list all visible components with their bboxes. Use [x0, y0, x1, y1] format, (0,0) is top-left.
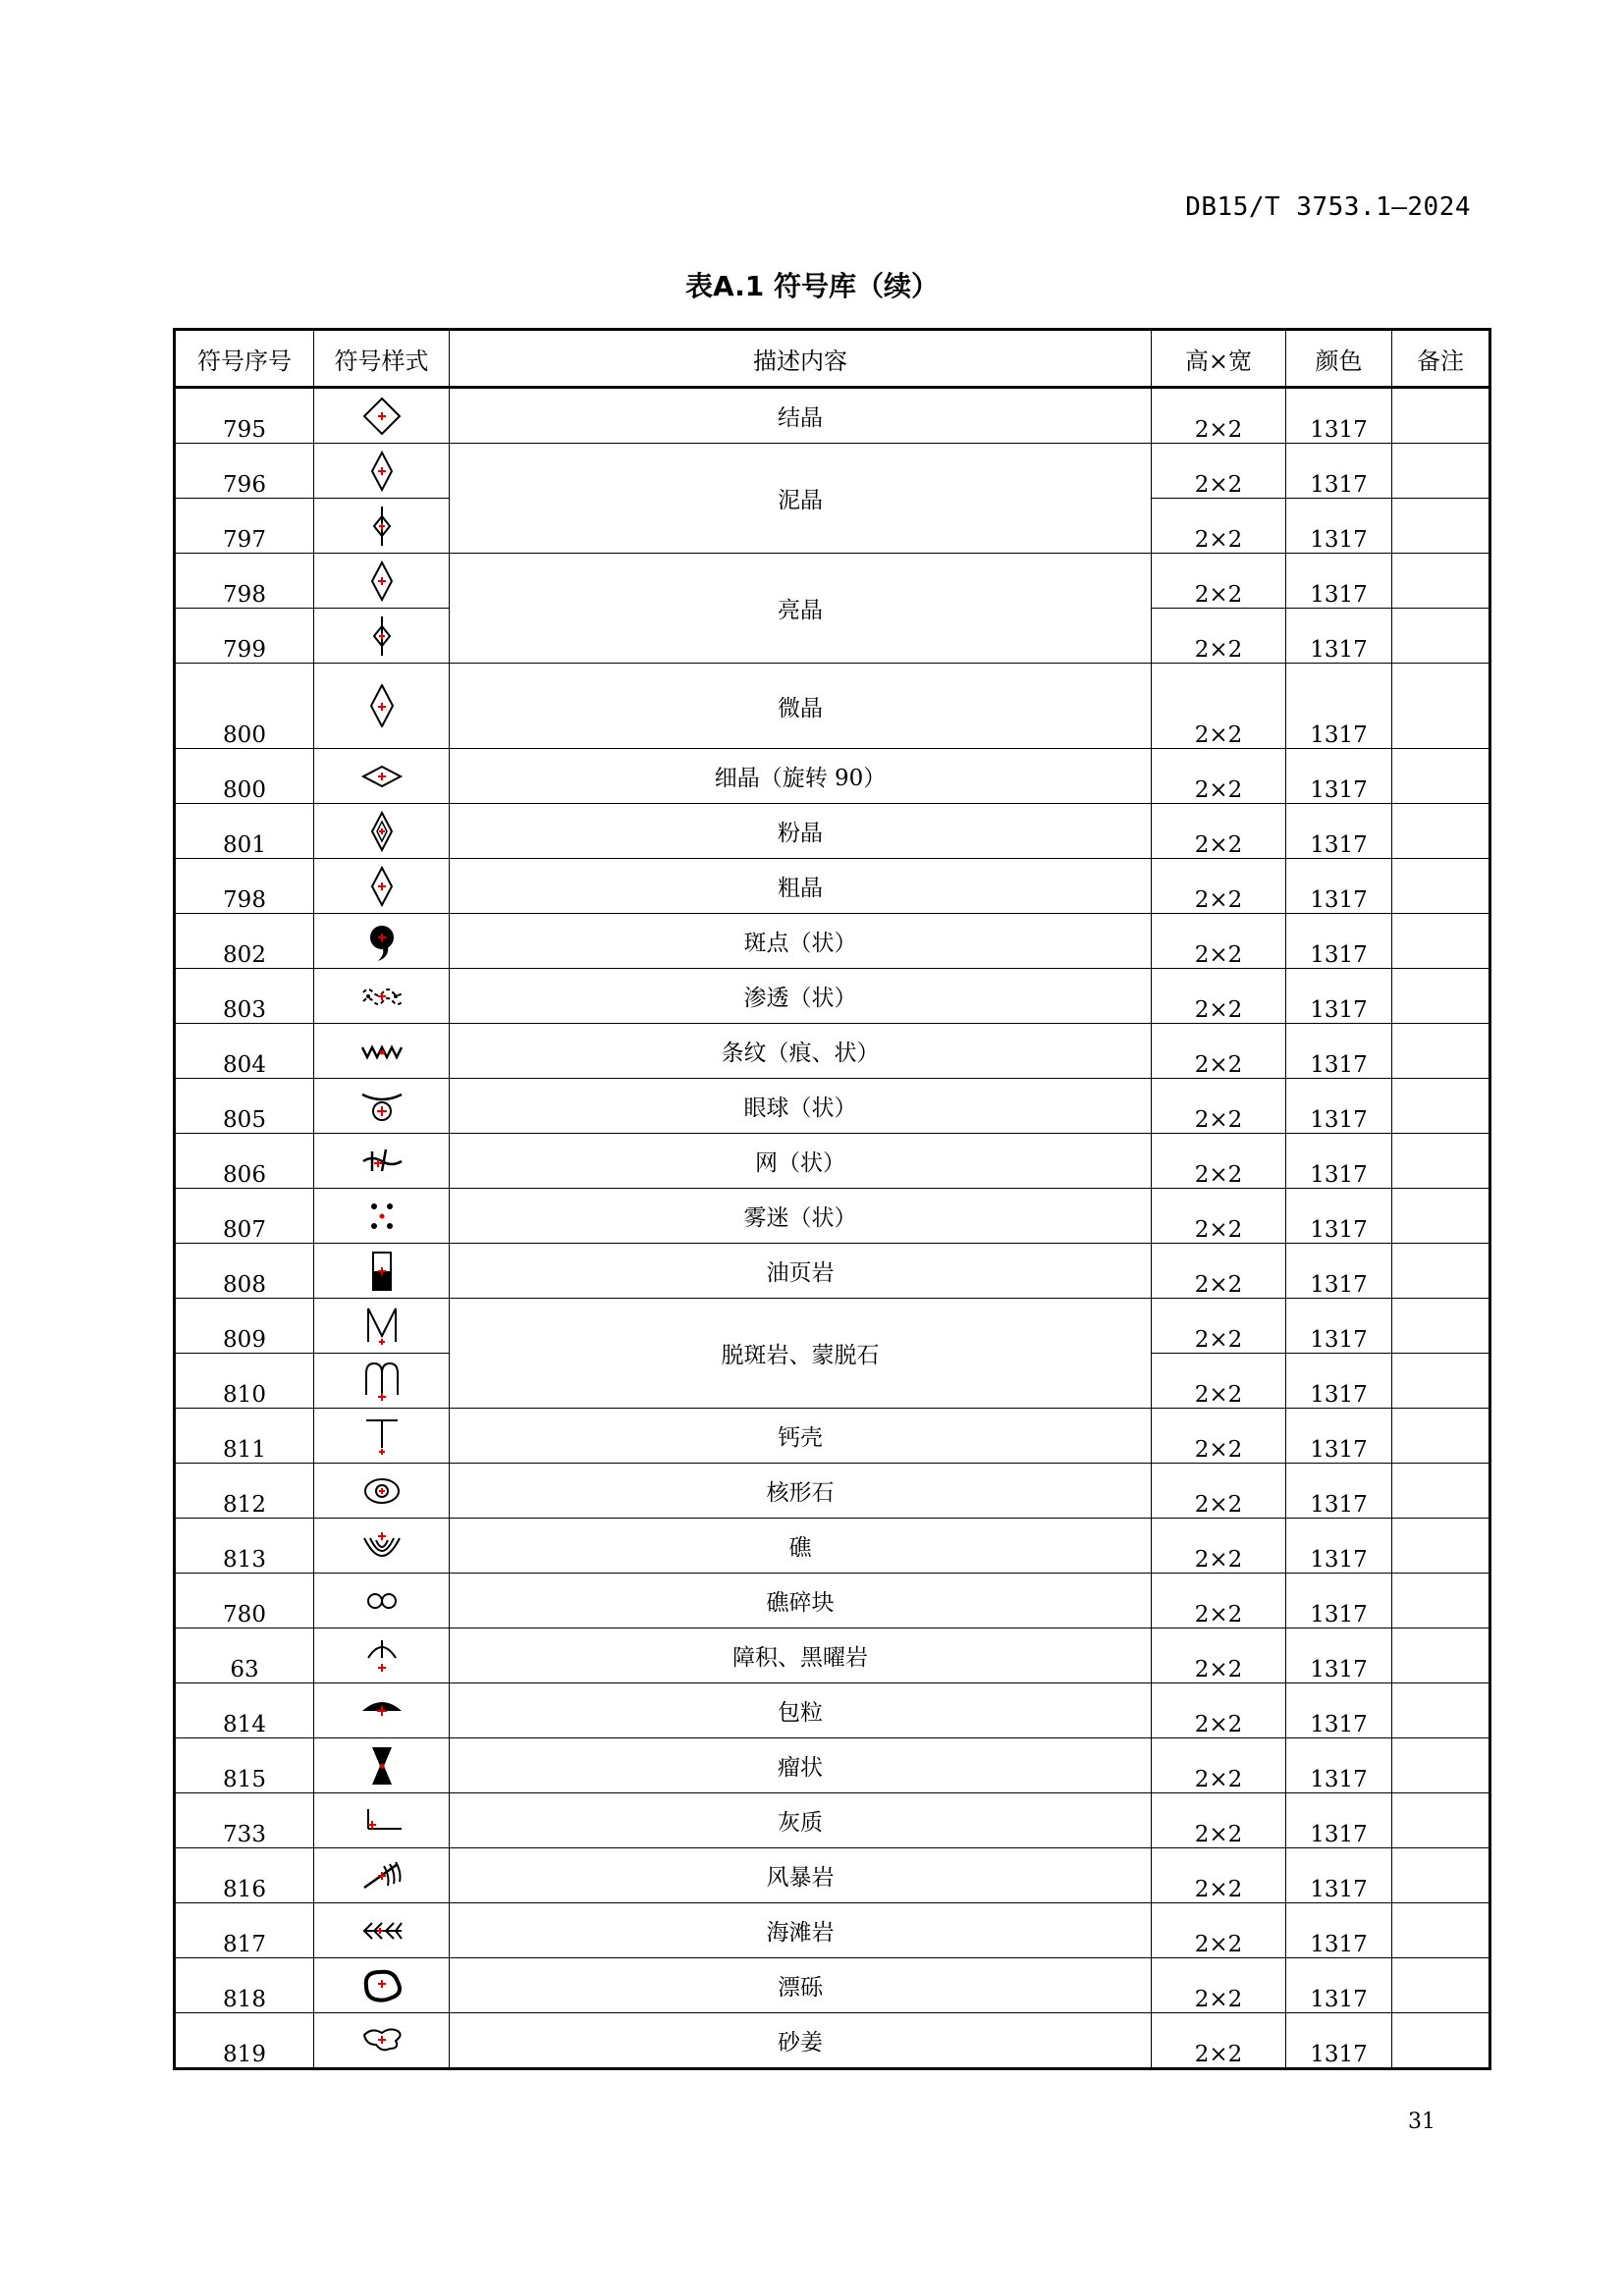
symbol-number-cell: 809 — [175, 1299, 314, 1354]
remark-cell — [1392, 2013, 1490, 2069]
size-cell: 2×2 — [1152, 1793, 1286, 1848]
size-cell: 2×2 — [1152, 2013, 1286, 2069]
color-code-cell: 1317 — [1286, 1683, 1392, 1738]
diamond-stem-icon — [360, 614, 404, 658]
color-code-cell: 1317 — [1286, 1958, 1392, 2013]
symbol-number-cell: 819 — [175, 2013, 314, 2069]
size-cell: 2×2 — [1152, 1024, 1286, 1079]
color-code-cell: 1317 — [1286, 1848, 1392, 1903]
symbol-style-cell — [314, 1574, 450, 1629]
symbol-style-cell — [314, 1848, 450, 1903]
remark-cell — [1392, 859, 1490, 914]
table-row — [175, 1903, 1490, 1958]
symbol-number-cell: 810 — [175, 1354, 314, 1409]
size-cell: 2×2 — [1152, 1409, 1286, 1464]
table-row — [175, 1519, 1490, 1574]
color-code-cell: 1317 — [1286, 2013, 1392, 2069]
symbol-style-cell — [314, 609, 450, 664]
table-row — [175, 1134, 1490, 1189]
remark-cell — [1392, 554, 1490, 609]
table-row — [175, 444, 1490, 499]
symbol-number-cell: 733 — [175, 1793, 314, 1848]
symbol-number-cell: 780 — [175, 1574, 314, 1629]
size-cell: 2×2 — [1152, 1519, 1286, 1574]
diamond-tall-icon — [360, 865, 404, 908]
symbol-number-cell: 818 — [175, 1958, 314, 2013]
table-row — [175, 1079, 1490, 1134]
symbol-style-cell — [314, 444, 450, 499]
gravel-blob-icon — [360, 1964, 404, 2007]
column-header: 符号序号 — [175, 330, 314, 388]
color-code-cell: 1317 — [1286, 1464, 1392, 1519]
color-code-cell: 1317 — [1286, 1079, 1392, 1134]
color-code-cell: 1317 — [1286, 1519, 1392, 1574]
seepage-icon — [360, 975, 404, 1018]
symbol-number-cell: 795 — [175, 388, 314, 444]
symbol-number-cell: 804 — [175, 1024, 314, 1079]
size-cell: 2×2 — [1152, 1464, 1286, 1519]
description-cell: 礁 — [450, 1519, 1152, 1574]
color-code-cell: 1317 — [1286, 749, 1392, 804]
symbol-number-cell: 798 — [175, 859, 314, 914]
remark-cell — [1392, 1574, 1490, 1629]
remark-cell — [1392, 969, 1490, 1024]
size-cell: 2×2 — [1152, 1958, 1286, 2013]
symbol-style-cell — [314, 914, 450, 969]
table-row — [175, 388, 1490, 444]
description-cell: 条纹（痕、状） — [450, 1024, 1152, 1079]
remark-cell — [1392, 1519, 1490, 1574]
symbol-style-cell — [314, 388, 450, 444]
symbol-number-cell: 797 — [175, 499, 314, 554]
symbol-style-cell — [314, 554, 450, 609]
description-cell: 泥晶 — [450, 444, 1152, 554]
reef-arcs-icon — [360, 1524, 404, 1568]
color-code-cell: 1317 — [1286, 804, 1392, 859]
symbol-style-cell — [314, 859, 450, 914]
remark-cell — [1392, 1079, 1490, 1134]
symbol-style-cell — [314, 1354, 450, 1409]
color-code-cell: 1317 — [1286, 664, 1392, 749]
size-cell: 2×2 — [1152, 609, 1286, 664]
net-icon — [360, 1140, 404, 1183]
table-row — [175, 1848, 1490, 1903]
table-header-row — [175, 330, 1490, 388]
size-cell: 2×2 — [1152, 664, 1286, 749]
table-row — [175, 1024, 1490, 1079]
remark-cell — [1392, 1409, 1490, 1464]
symbol-style-cell — [314, 1683, 450, 1738]
color-code-cell: 1317 — [1286, 1024, 1392, 1079]
double-circle-icon — [360, 1579, 404, 1623]
color-code-cell: 1317 — [1286, 1738, 1392, 1793]
remark-cell — [1392, 1848, 1490, 1903]
symbol-style-cell — [314, 1189, 450, 1244]
symbol-style-cell — [314, 1519, 450, 1574]
table-row — [175, 859, 1490, 914]
size-cell: 2×2 — [1152, 969, 1286, 1024]
color-code-cell: 1317 — [1286, 859, 1392, 914]
size-cell: 2×2 — [1152, 1848, 1286, 1903]
double-arch-icon — [360, 1360, 404, 1403]
remark-cell — [1392, 1244, 1490, 1299]
description-cell: 核形石 — [450, 1464, 1152, 1519]
remark-cell — [1392, 1299, 1490, 1354]
color-code-cell: 1317 — [1286, 499, 1392, 554]
description-cell: 粗晶 — [450, 859, 1152, 914]
size-cell: 2×2 — [1152, 1244, 1286, 1299]
symbol-style-cell — [314, 1629, 450, 1683]
remark-cell — [1392, 1793, 1490, 1848]
arch-stem-icon — [360, 1634, 404, 1678]
symbol-number-cell: 805 — [175, 1079, 314, 1134]
diamond-double-icon — [360, 810, 404, 853]
description-cell: 砂姜 — [450, 2013, 1152, 2069]
size-cell: 2×2 — [1152, 1079, 1286, 1134]
description-cell: 微晶 — [450, 664, 1152, 749]
symbol-style-cell — [314, 499, 450, 554]
symbol-style-cell — [314, 1738, 450, 1793]
size-cell: 2×2 — [1152, 499, 1286, 554]
diamond-stem-icon — [360, 505, 404, 548]
column-header: 高×宽 — [1152, 330, 1286, 388]
symbol-number-cell: 801 — [175, 804, 314, 859]
symbol-style-cell — [314, 804, 450, 859]
size-cell: 2×2 — [1152, 1299, 1286, 1354]
remark-cell — [1392, 914, 1490, 969]
description-cell: 海滩岩 — [450, 1903, 1152, 1958]
hourglass-icon — [360, 1744, 404, 1788]
table-row — [175, 1958, 1490, 2013]
size-cell: 2×2 — [1152, 1903, 1286, 1958]
table-title: 表A.1 符号库（续） — [684, 270, 940, 302]
size-cell: 2×2 — [1152, 804, 1286, 859]
table-row — [175, 804, 1490, 859]
description-cell: 包粒 — [450, 1683, 1152, 1738]
description-cell: 风暴岩 — [450, 1848, 1152, 1903]
size-cell: 2×2 — [1152, 914, 1286, 969]
table-row — [175, 969, 1490, 1024]
document-code: DB15/T 3753.1—2024 — [1185, 192, 1471, 222]
symbol-number-cell: 798 — [175, 554, 314, 609]
remark-cell — [1392, 1629, 1490, 1683]
symbol-number-cell: 813 — [175, 1519, 314, 1574]
spot-comma-icon — [360, 920, 404, 963]
symbol-number-cell: 811 — [175, 1409, 314, 1464]
symbol-number-cell: 800 — [175, 664, 314, 749]
diamond-tall-icon — [360, 450, 404, 493]
remark-cell — [1392, 1189, 1490, 1244]
size-cell: 2×2 — [1152, 749, 1286, 804]
description-cell: 瘤状 — [450, 1738, 1152, 1793]
remark-cell — [1392, 664, 1490, 749]
symbol-style-cell — [314, 1024, 450, 1079]
color-code-cell: 1317 — [1286, 609, 1392, 664]
table-row — [175, 1793, 1490, 1848]
color-code-cell: 1317 — [1286, 1793, 1392, 1848]
symbol-number-cell: 803 — [175, 969, 314, 1024]
column-header: 备注 — [1392, 330, 1490, 388]
umbrella-icon — [360, 1689, 404, 1733]
symbol-number-cell: 814 — [175, 1683, 314, 1738]
table-row — [175, 914, 1490, 969]
remark-cell — [1392, 444, 1490, 499]
symbol-style-cell — [314, 1958, 450, 2013]
description-cell: 灰质 — [450, 1793, 1152, 1848]
ash-corner-icon — [360, 1799, 404, 1842]
size-cell: 2×2 — [1152, 1574, 1286, 1629]
table-row — [175, 664, 1490, 749]
remark-cell — [1392, 1903, 1490, 1958]
color-code-cell: 1317 — [1286, 914, 1392, 969]
remark-cell — [1392, 1464, 1490, 1519]
description-cell: 漂砾 — [450, 1958, 1152, 2013]
table-row — [175, 1244, 1490, 1299]
size-cell: 2×2 — [1152, 1354, 1286, 1409]
symbol-style-cell — [314, 1299, 450, 1354]
color-code-cell: 1317 — [1286, 1409, 1392, 1464]
description-cell: 脱斑岩、蒙脱石 — [450, 1299, 1152, 1409]
table-row — [175, 1738, 1490, 1793]
description-cell: 障积、黑曜岩 — [450, 1629, 1152, 1683]
symbol-number-cell: 63 — [175, 1629, 314, 1683]
color-code-cell: 1317 — [1286, 1354, 1392, 1409]
size-cell: 2×2 — [1152, 1683, 1286, 1738]
symbol-style-cell — [314, 2013, 450, 2069]
table-row — [175, 749, 1490, 804]
remark-cell — [1392, 1354, 1490, 1409]
size-cell: 2×2 — [1152, 1134, 1286, 1189]
description-cell: 结晶 — [450, 388, 1152, 444]
eyeball-icon — [360, 1085, 404, 1128]
page-number: 31 — [1408, 2109, 1435, 2134]
diamond-large-icon — [360, 684, 404, 727]
color-code-cell: 1317 — [1286, 1629, 1392, 1683]
description-cell: 雾迷（状） — [450, 1189, 1152, 1244]
column-header: 描述内容 — [450, 330, 1152, 388]
ginger-blob-icon — [360, 2019, 404, 2062]
symbol-style-cell — [314, 1134, 450, 1189]
table-row — [175, 1189, 1490, 1244]
remark-cell — [1392, 388, 1490, 444]
description-cell: 粉晶 — [450, 804, 1152, 859]
table-row — [175, 1464, 1490, 1519]
size-cell: 2×2 — [1152, 444, 1286, 499]
color-code-cell: 1317 — [1286, 1134, 1392, 1189]
symbol-number-cell: 817 — [175, 1903, 314, 1958]
table-row — [175, 1409, 1490, 1464]
diamond-rotated-icon — [360, 755, 404, 798]
symbol-style-cell — [314, 664, 450, 749]
table-row — [175, 2013, 1490, 2069]
symbol-style-cell — [314, 749, 450, 804]
description-cell: 细晶（旋转 90） — [450, 749, 1152, 804]
color-code-cell: 1317 — [1286, 444, 1392, 499]
symbol-number-cell: 815 — [175, 1738, 314, 1793]
table-row — [175, 1299, 1490, 1354]
symbol-style-cell — [314, 969, 450, 1024]
description-cell: 眼球（状） — [450, 1079, 1152, 1134]
symbol-number-cell: 806 — [175, 1134, 314, 1189]
symbol-number-cell: 807 — [175, 1189, 314, 1244]
color-code-cell: 1317 — [1286, 1299, 1392, 1354]
size-cell: 2×2 — [1152, 859, 1286, 914]
size-cell: 2×2 — [1152, 1629, 1286, 1683]
size-cell: 2×2 — [1152, 1189, 1286, 1244]
description-cell: 亮晶 — [450, 554, 1152, 664]
remark-cell — [1392, 1958, 1490, 2013]
symbol-library-table — [173, 328, 1491, 2070]
column-header: 符号样式 — [314, 330, 450, 388]
symbol-style-cell — [314, 1793, 450, 1848]
remark-cell — [1392, 1683, 1490, 1738]
remark-cell — [1392, 609, 1490, 664]
symbol-style-cell — [314, 1244, 450, 1299]
remark-cell — [1392, 1024, 1490, 1079]
letter-m-icon — [360, 1305, 404, 1348]
diamond-tall-icon — [360, 560, 404, 603]
size-cell: 2×2 — [1152, 388, 1286, 444]
oil-shale-icon — [360, 1250, 404, 1293]
color-code-cell: 1317 — [1286, 969, 1392, 1024]
color-code-cell: 1317 — [1286, 554, 1392, 609]
remark-cell — [1392, 1134, 1490, 1189]
letter-t-icon — [360, 1415, 404, 1458]
remark-cell — [1392, 1738, 1490, 1793]
symbol-number-cell: 808 — [175, 1244, 314, 1299]
size-cell: 2×2 — [1152, 1738, 1286, 1793]
symbol-style-cell — [314, 1464, 450, 1519]
table-row — [175, 1683, 1490, 1738]
color-code-cell: 1317 — [1286, 1903, 1392, 1958]
description-cell: 斑点（状） — [450, 914, 1152, 969]
description-cell: 网（状） — [450, 1134, 1152, 1189]
color-code-cell: 1317 — [1286, 1244, 1392, 1299]
symbol-style-cell — [314, 1903, 450, 1958]
mist-dots-icon — [360, 1195, 404, 1238]
table-row — [175, 554, 1490, 609]
color-code-cell: 1317 — [1286, 388, 1392, 444]
remark-cell — [1392, 804, 1490, 859]
table-body — [175, 388, 1490, 2069]
description-cell: 渗透（状） — [450, 969, 1152, 1024]
nucleus-oval-icon — [360, 1469, 404, 1513]
symbol-number-cell: 816 — [175, 1848, 314, 1903]
symbol-style-cell — [314, 1409, 450, 1464]
symbol-number-cell: 802 — [175, 914, 314, 969]
color-code-cell: 1317 — [1286, 1189, 1392, 1244]
table-row — [175, 1574, 1490, 1629]
column-header: 颜色 — [1286, 330, 1392, 388]
symbol-number-cell: 800 — [175, 749, 314, 804]
diamond-wide-icon — [360, 395, 404, 438]
description-cell: 钙壳 — [450, 1409, 1152, 1464]
wavy-stripe-icon — [360, 1030, 404, 1073]
symbol-style-cell — [314, 1079, 450, 1134]
table-row — [175, 1629, 1490, 1683]
beach-arrows-icon — [360, 1909, 404, 1952]
color-code-cell: 1317 — [1286, 1574, 1392, 1629]
remark-cell — [1392, 499, 1490, 554]
storm-icon — [360, 1854, 404, 1897]
description-cell: 油页岩 — [450, 1244, 1152, 1299]
symbol-number-cell: 796 — [175, 444, 314, 499]
size-cell: 2×2 — [1152, 554, 1286, 609]
symbol-number-cell: 812 — [175, 1464, 314, 1519]
symbol-number-cell: 799 — [175, 609, 314, 664]
remark-cell — [1392, 749, 1490, 804]
description-cell: 礁碎块 — [450, 1574, 1152, 1629]
